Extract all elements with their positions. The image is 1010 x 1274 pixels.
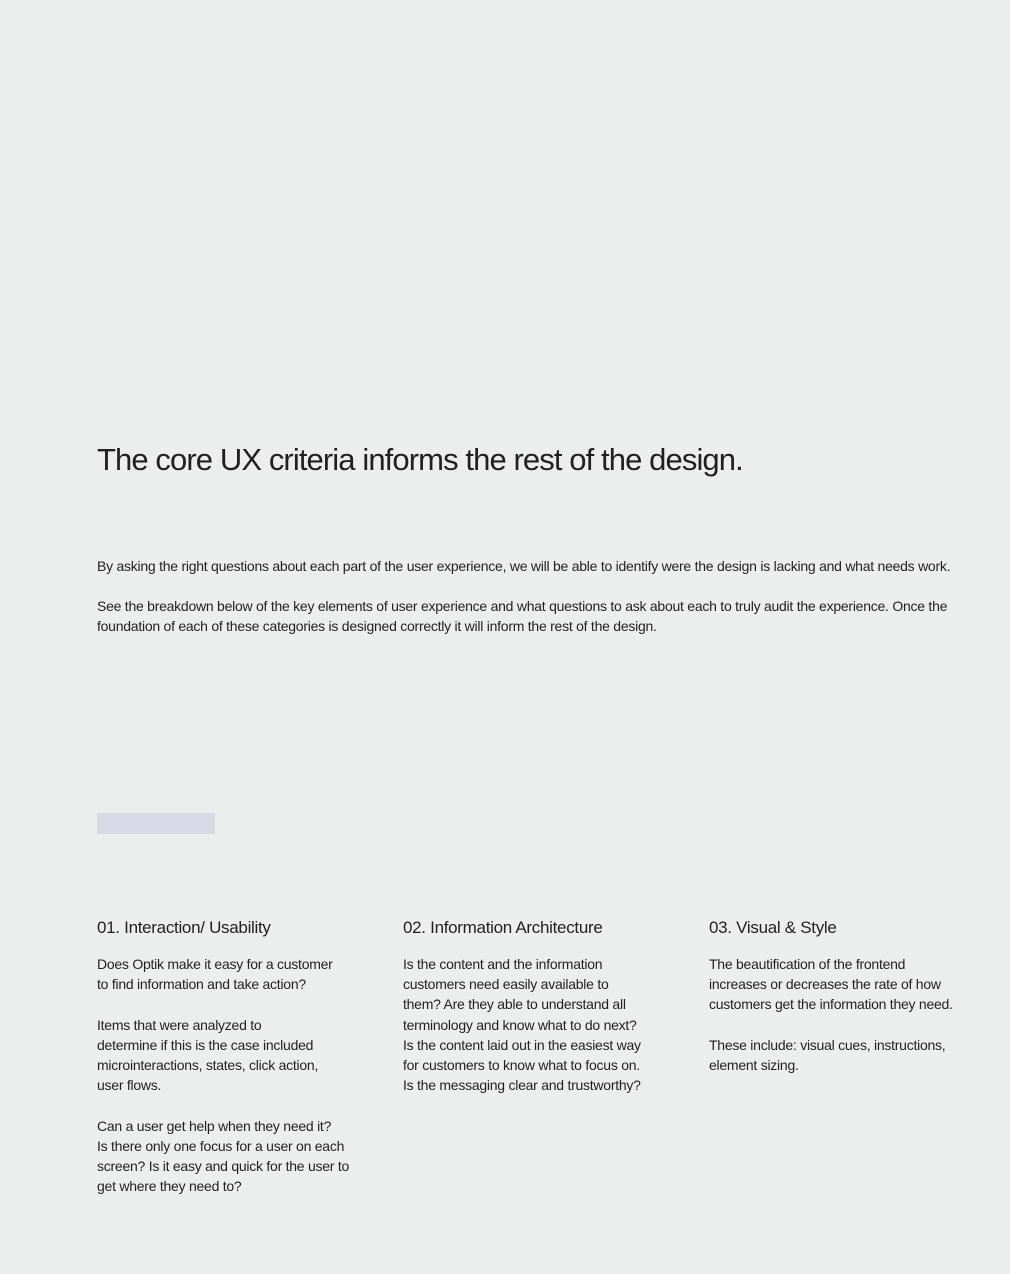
criteria-title: 02. Information Architecture [403,918,603,937]
criteria-column-visual-style [709,916,994,1095]
page-headline: The core UX criteria informs the rest of the design. [97,442,743,477]
criteria-title: 03. Visual & Style [709,918,837,937]
intro-paragraph: See the breakdown below of the key elements of user experience and what questions to ask about each to truly audit the experience. Once the foundation of each of these categories is designed correctly it will inform the rest of the design. [97,598,948,635]
criteria-title: 01. Interaction/ Usability [97,918,271,937]
criteria-column-interaction [97,916,382,1217]
criteria-paragraph: Does Optik make it easy for a customer to find information and take action? [97,956,333,993]
criteria-paragraph: Is the content and the information customers need easily available to them? Are they able to understand all terminology and know what to do next? Is the content laid out in the easiest way for customers to know what to focus on. Is the messaging clear and trustworthy? [403,956,641,1094]
criteria-paragraph: The beautification of the frontend increases or decreases the rate of how customers get the information they need. [709,956,953,1013]
intro-paragraph: By asking the right questions about each part of the user experience, we will be able to identify were the design is lacking and what needs work. [97,558,951,574]
criteria-paragraph: Items that were analyzed to determine if this is the case included microinteractions, states, click action, user flows. [97,1016,319,1094]
criteria-paragraph: These include: visual cues, instructions, element sizing. [709,1036,946,1073]
accent-bar [97,813,215,834]
criteria-column-information-architecture [403,916,688,1116]
intro-section [97,556,967,657]
criteria-paragraph: Can a user get help when they need it? Is there only one focus for a user on each screen? Is it easy and quick for the user to get where they need to? [97,1117,350,1195]
